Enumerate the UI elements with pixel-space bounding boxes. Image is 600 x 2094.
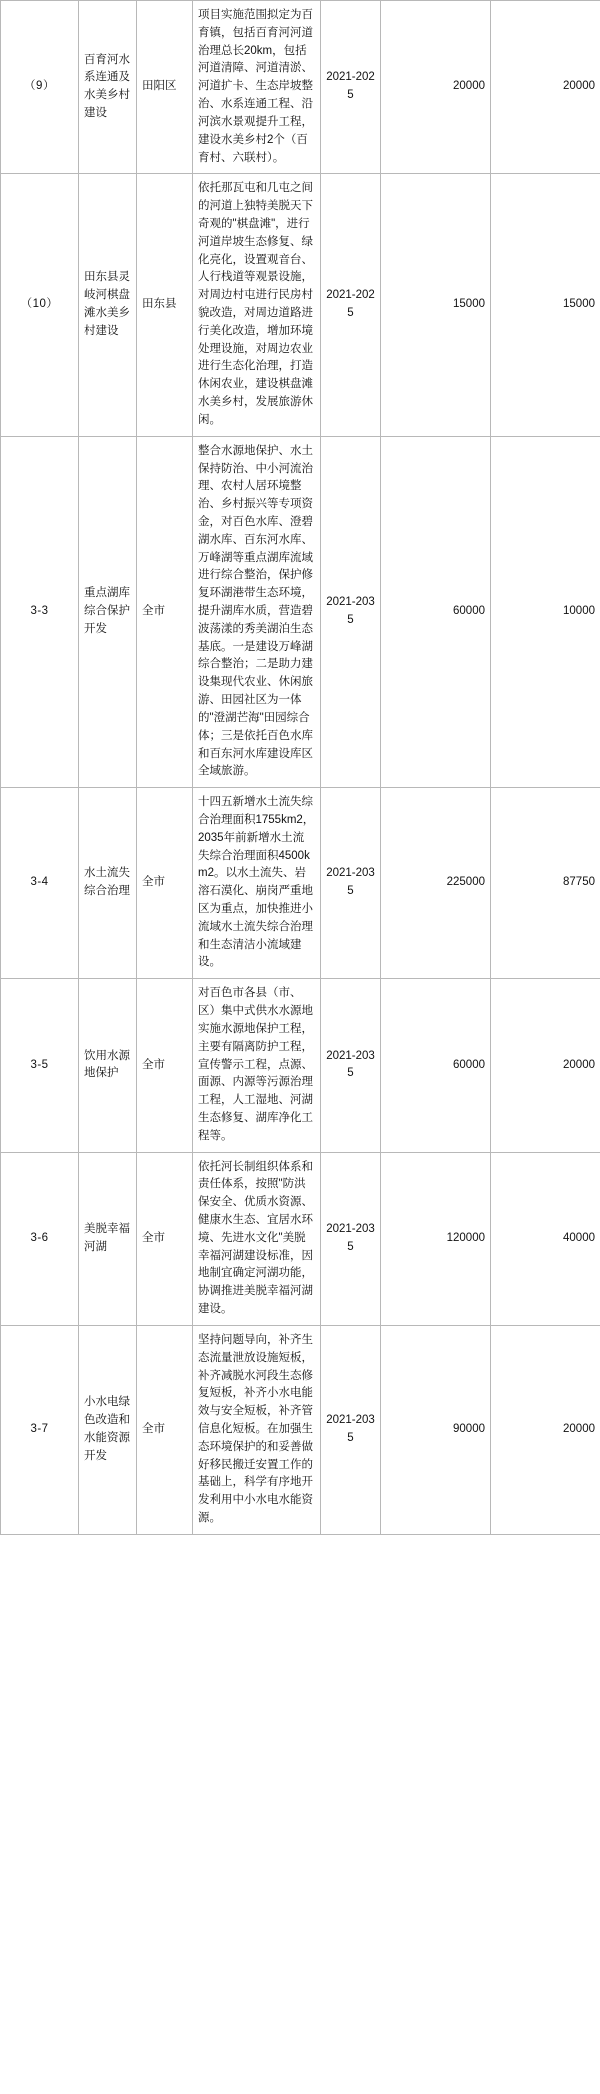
project-period: 2021-2035 <box>321 979 381 1152</box>
project-plan-investment: 20000 <box>491 979 600 1152</box>
project-period: 2021-2035 <box>321 436 381 787</box>
project-plan-investment: 15000 <box>491 174 600 436</box>
project-description: 坚持问题导向，补齐生态流量泄放设施短板，补齐减脱水河段生态修复短板，补齐小水电能效与安全短板，补齐管信息化短板。在加强生态环境保护的和妥善做好移民搬迁安置工作的基础上，科学有序地开发利用中小水电水能资源。 <box>193 1325 321 1534</box>
project-plan-investment: 40000 <box>491 1152 600 1325</box>
row-number: 3-5 <box>1 979 79 1152</box>
row-number: 3-7 <box>1 1325 79 1534</box>
project-period: 2021-2035 <box>321 1325 381 1534</box>
project-name: 百育河水系连通及水美乡村建设 <box>79 1 137 174</box>
project-plan-investment: 10000 <box>491 436 600 787</box>
project-name: 饮用水源地保护 <box>79 979 137 1152</box>
project-name: 田东县灵岐河棋盘滩水美乡村建设 <box>79 174 137 436</box>
table-row <box>1 436 600 787</box>
project-description: 项目实施范围拟定为百育镇，包括百育河河道治理总长20km，包括河道清障、河道清淤、河道扩卡、生态岸坡整治、水系连通工程、沿河滨水景观提升工程，建设水美乡村2个（百育村、六联村）。 <box>193 1 321 174</box>
project-period: 2021-2025 <box>321 1 381 174</box>
project-location: 全市 <box>137 436 193 787</box>
row-number: 3-3 <box>1 436 79 787</box>
row-number: 3-4 <box>1 788 79 979</box>
project-description: 对百色市各县（市、区）集中式供水水源地实施水源地保护工程，主要有隔离防护工程，宣传警示工程，点源、面源、内源等污源治理工程，人工湿地、河湖生态修复、湖库净化工程等。 <box>193 979 321 1152</box>
project-location: 全市 <box>137 1152 193 1325</box>
project-description: 十四五新增水土流失综合治理面积1755km2，2035年前新增水土流失综合治理面积4500km2。以水土流失、岩溶石漠化、崩岗严重地区为重点，加快推进小流域水土流失综合治理和生态清洁小流域建设。 <box>193 788 321 979</box>
table-row <box>1 174 600 436</box>
project-total-investment: 60000 <box>381 436 491 787</box>
project-plan-investment: 87750 <box>491 788 600 979</box>
project-name: 美脱幸福河湖 <box>79 1152 137 1325</box>
project-total-investment: 225000 <box>381 788 491 979</box>
table-row <box>1 979 600 1152</box>
project-total-investment: 20000 <box>381 1 491 174</box>
table-body <box>1 1 600 1535</box>
project-location: 全市 <box>137 788 193 979</box>
project-total-investment: 90000 <box>381 1325 491 1534</box>
project-location: 全市 <box>137 1325 193 1534</box>
project-period: 2021-2025 <box>321 174 381 436</box>
project-period: 2021-2035 <box>321 788 381 979</box>
project-location: 田东县 <box>137 174 193 436</box>
table-row <box>1 1152 600 1325</box>
project-name: 水土流失综合治理 <box>79 788 137 979</box>
project-total-investment: 15000 <box>381 174 491 436</box>
project-name: 重点湖库综合保护开发 <box>79 436 137 787</box>
table-row <box>1 788 600 979</box>
project-description: 依托河长制组织体系和责任体系，按照"防洪保安全、优质水资源、健康水生态、宜居水环境、先进水文化"美脱幸福河湖建设标准，因地制宜确定河湖功能，协调推进美脱幸福河湖建设。 <box>193 1152 321 1325</box>
project-plan-investment: 20000 <box>491 1325 600 1534</box>
row-number: （10） <box>1 174 79 436</box>
project-period: 2021-2035 <box>321 1152 381 1325</box>
row-number: 3-6 <box>1 1152 79 1325</box>
project-total-investment: 120000 <box>381 1152 491 1325</box>
project-description: 依托那瓦屯和几屯之间的河道上独特美脱天下奇观的"棋盘滩"，进行河道岸坡生态修复、绿化亮化，设置观音台、人行栈道等观景设施，对周边村屯进行民房村貌改造，对周边道路进行美化改造，增加环境处理设施，对周边农业进行生态化治理，打造休闲农业，建设棋盘滩水美乡村，发展旅游休闲。 <box>193 174 321 436</box>
row-number: （9） <box>1 1 79 174</box>
table-row <box>1 1325 600 1534</box>
project-description: 整合水源地保护、水土保持防治、中小河流治理、农村人居环境整治、乡村振兴等专项资金，对百色水库、澄碧湖水库、百东河水库、万峰湖等重点湖库流域进行综合整治，保护修复环湖港带生态环境，提升湖库水质，营造碧波荡漾的秀美湖泊生态基底。一是建设万峰湖综合整治；二是助力建设集现代农业、休闲旅游、田园社区为一体的"澄湖芒海"田园综合体；三是依托百色水库和百东河水库建设库区全域旅游。 <box>193 436 321 787</box>
project-total-investment: 60000 <box>381 979 491 1152</box>
project-location: 全市 <box>137 979 193 1152</box>
project-location: 田阳区 <box>137 1 193 174</box>
project-plan-investment: 20000 <box>491 1 600 174</box>
project-name: 小水电绿色改造和水能资源开发 <box>79 1325 137 1534</box>
table-row <box>1 1 600 174</box>
